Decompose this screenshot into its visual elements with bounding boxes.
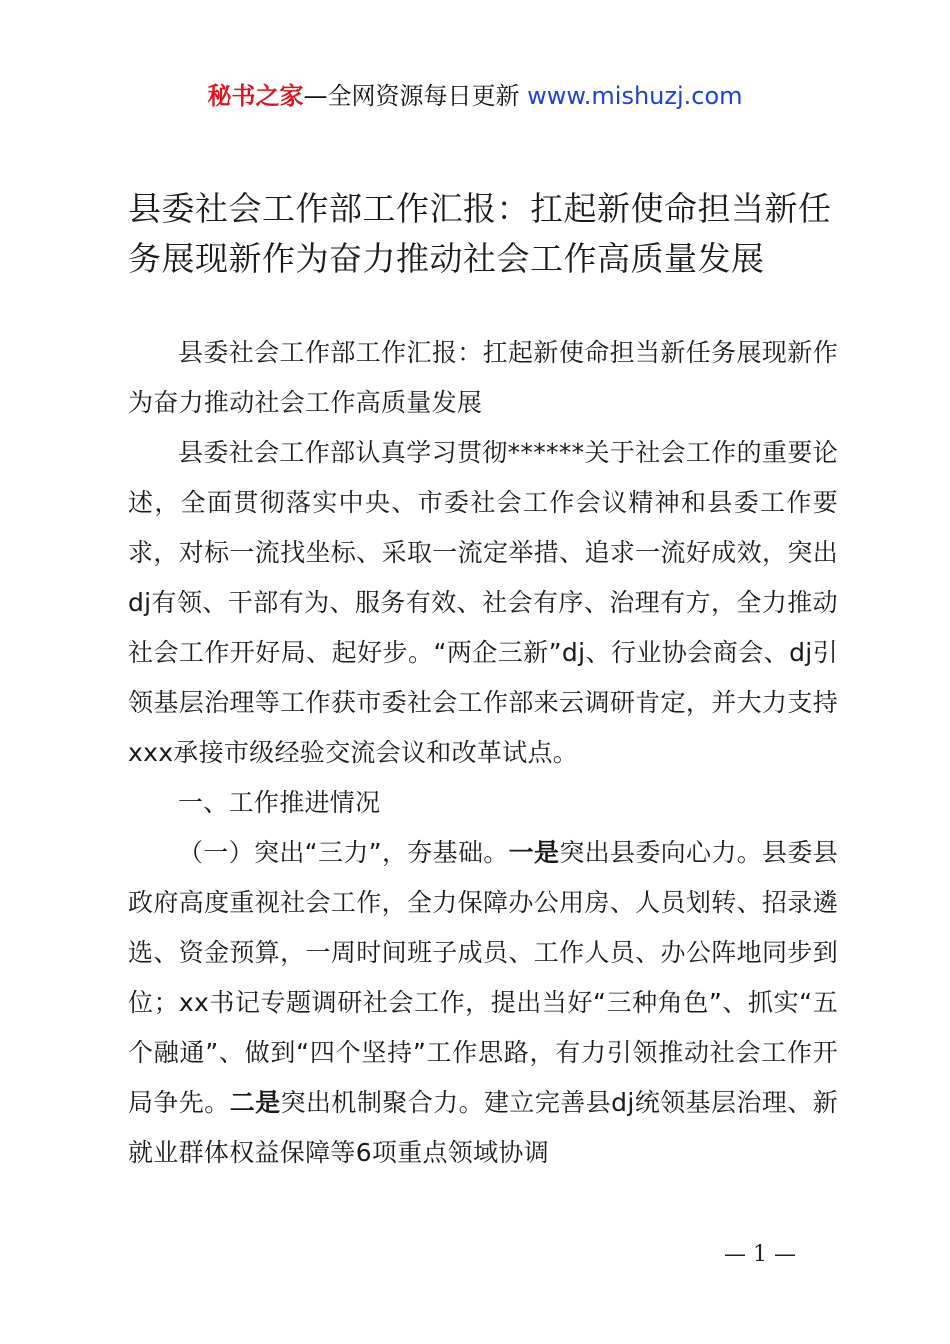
bold-marker-first: 一是 bbox=[508, 838, 560, 867]
header-tagline: —全网资源每日更新 bbox=[303, 82, 520, 110]
document-title: 县委社会工作部工作汇报：扛起新使命担当新任务展现新作为奋力推动社会工作高质量发展 bbox=[128, 189, 832, 278]
brand-name: 秘书之家 bbox=[207, 82, 304, 110]
body-paragraph-title-repeat: 县委社会工作部工作汇报：扛起新使命担当新任务展现新作为奋力推动社会工作高质量发展 bbox=[128, 338, 838, 417]
paragraph-text-segment: （一）突出“三力”，夯基础。 bbox=[178, 838, 509, 867]
body-paragraph-section-one bbox=[128, 828, 838, 1178]
bold-marker-second: 二是 bbox=[229, 1088, 281, 1117]
site-url-link[interactable]: www.mishuzj.com bbox=[527, 82, 743, 110]
document-body bbox=[128, 328, 838, 1178]
section-heading: 一、工作推进情况 bbox=[178, 788, 381, 817]
paragraph-text-segment: 突出县委向心力。县委县政府高度重视社会工作，全力保障办公用房、人员划转、招录遴选、资金预算，一周时间班子成员、工作人员、办公阵地同步到位；xx书记专题调研社会工作，提出当好“三种角色”、抓实“五个融通”、做到“四个坚持”工作思路，有力引领推动社会工作开局争先。 bbox=[128, 838, 839, 1117]
site-header bbox=[0, 80, 950, 112]
body-paragraph-intro: 县委社会工作部认真学习贯彻******关于社会工作的重要论述，全面贯彻落实中央、市委社会工作会议精神和县委工作要求，对标一流找坐标、采取一流定举措、追求一流好成效，突出dj有领、干部有为、服务有效、社会有序、治理有方，全力推动社会工作开好局、起好步。“两企三新”dj、行业协会商会、dj引领基层治理等工作获市委社会工作部来云调研肯定，并大力支持xxx承接市级经验交流会议和改革试点。 bbox=[128, 438, 838, 767]
paragraph-text-segment: 突出机制聚合力。建立完善县dj统领基层治理、新就业群体权益保障等6项重点领域协调 bbox=[128, 1088, 838, 1167]
page-number: — 1 — bbox=[724, 1242, 796, 1267]
